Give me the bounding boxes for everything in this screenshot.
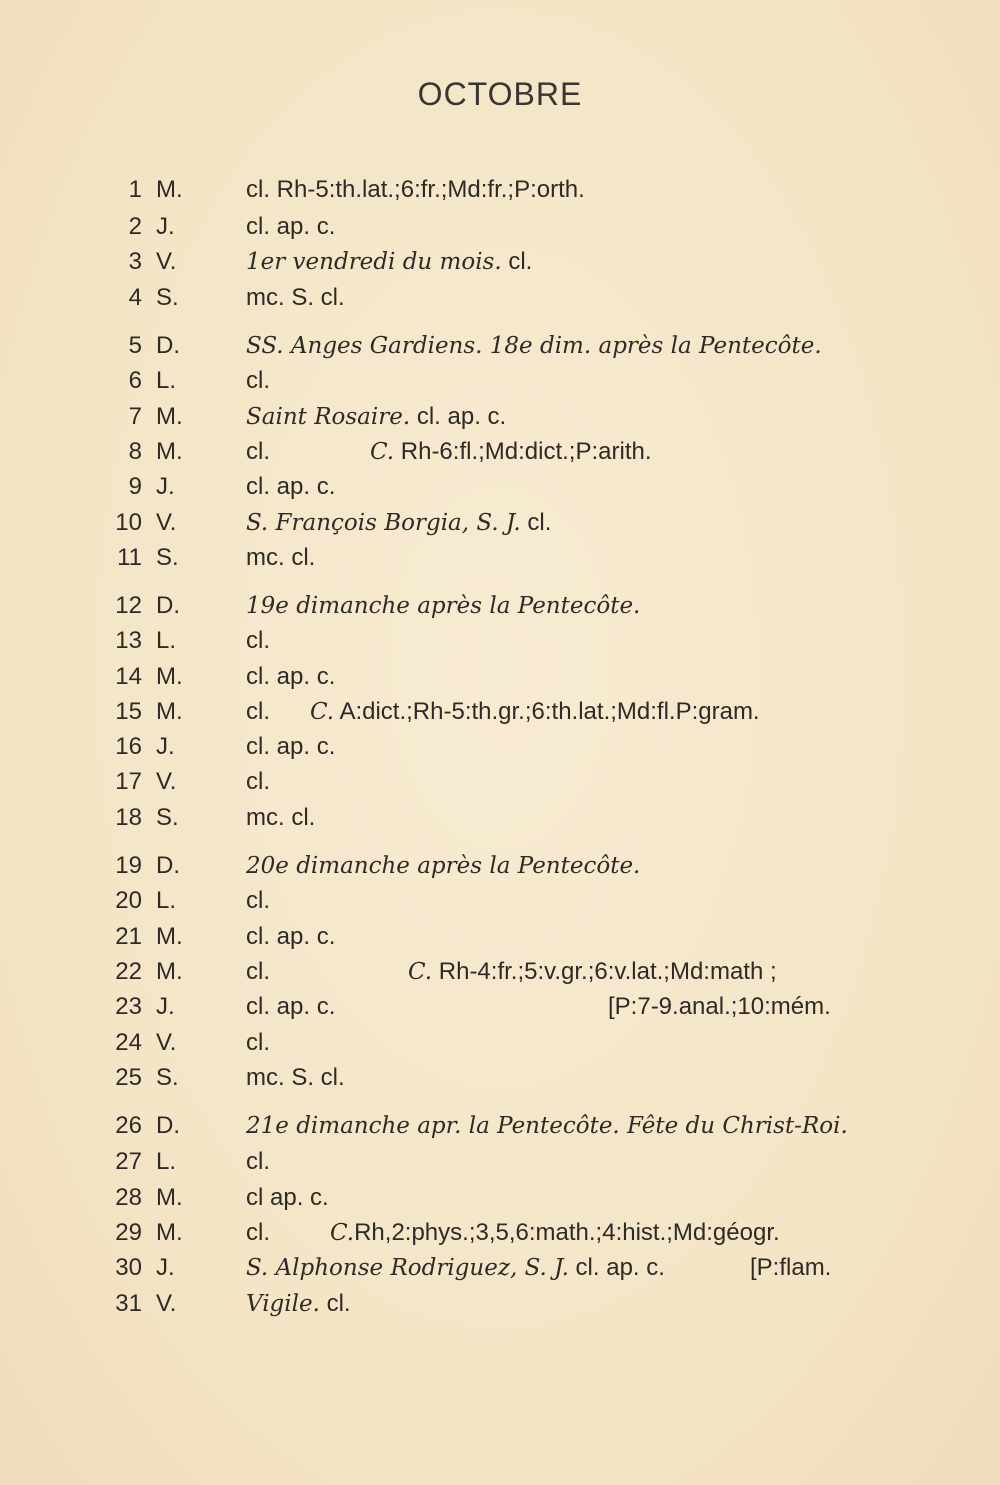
day-number: 13 (115, 627, 142, 654)
entry-main: cl. ap. c. (246, 923, 336, 950)
calendar-row (0, 1026, 1000, 1060)
weekday-letter: L. (156, 887, 177, 914)
entry-suffix: cl. (501, 248, 533, 275)
calendar-row (0, 730, 1000, 764)
day-number: 17 (115, 768, 142, 795)
weekday-letter: J. (156, 473, 175, 500)
weekday-letter: J. (156, 993, 175, 1020)
calendar-row (0, 695, 1000, 729)
day-number: 22 (115, 958, 142, 985)
weekday-letter: M. (156, 663, 183, 690)
entry-text (246, 849, 640, 883)
calendar-row (0, 955, 1000, 989)
day-number: 20 (115, 887, 142, 914)
calendar-row (0, 589, 1000, 623)
calendar-row (0, 329, 1000, 363)
entry-suffix: cl. ap. c. (568, 1254, 665, 1281)
feast-italic: Saint Rosaire. (246, 404, 411, 430)
feast-italic: Vigile. (246, 1291, 320, 1317)
weekday-letter: J. (156, 1254, 175, 1281)
entry-text (246, 765, 270, 799)
feast-italic: 19e dimanche après la Pentecôte. (246, 593, 641, 619)
entry-text (246, 506, 551, 540)
calendar-row (0, 990, 1000, 1024)
weekday-letter: S. (156, 544, 179, 571)
day-number: 29 (115, 1219, 142, 1246)
entry-suffix: cl. (520, 509, 552, 536)
entry-text (246, 210, 335, 244)
composition-detail: Rh-6:fl.;Md:dict.;P:arith. (394, 438, 652, 465)
day-number: 16 (115, 733, 142, 760)
calendar-row (0, 884, 1000, 918)
day-number: 4 (128, 284, 142, 311)
weekday-letter: V. (156, 509, 177, 536)
weekday-letter: M. (156, 438, 183, 465)
feast-italic: 21e dimanche apr. la Pentecôte. Fête du Christ-Roi. (246, 1113, 848, 1139)
entry-text (246, 920, 335, 954)
entry-text (246, 884, 270, 918)
feast-italic: 20e dimanche après la Pentecôte. (246, 853, 641, 879)
day-number: 15 (115, 698, 142, 725)
composition-marker: C. (330, 1220, 355, 1246)
weekday-letter: M. (156, 923, 183, 950)
calendar-row (0, 1109, 1000, 1143)
entry-suffix: cl. ap. c. (410, 403, 507, 430)
weekday-letter: V. (156, 248, 177, 275)
entry-text (246, 955, 270, 989)
composition-continuation: [P:flam. (750, 1254, 832, 1281)
calendar-row (0, 1061, 1000, 1095)
weekday-letter: J. (156, 733, 175, 760)
composition-detail: Rh-4:fr.;5:v.gr.;6:v.lat.;Md:math ; (432, 958, 777, 985)
day-number: 31 (115, 1290, 142, 1317)
entry-main: cl ap. c. (246, 1184, 329, 1211)
calendar-row (0, 1145, 1000, 1179)
entry-text (246, 624, 270, 658)
entry-text (246, 730, 335, 764)
weekday-letter: D. (156, 592, 180, 619)
weekday-letter: M. (156, 1219, 183, 1246)
entry-text (246, 1109, 848, 1143)
calendar-row (0, 920, 1000, 954)
entry-main: cl. ap. c. (246, 663, 336, 690)
feast-italic: S. François Borgia, S. J. (246, 510, 521, 536)
day-number: 23 (115, 993, 142, 1020)
composition-entry (370, 435, 652, 469)
entry-text (246, 660, 335, 694)
weekday-letter: V. (156, 1029, 177, 1056)
entry-main: cl. ap. c. (246, 473, 336, 500)
entry-main: cl. (246, 698, 270, 725)
weekday-letter: V. (156, 1290, 177, 1317)
composition-marker: C. (408, 959, 433, 985)
day-number: 14 (115, 663, 142, 690)
weekday-letter: V. (156, 768, 177, 795)
calendar-row (0, 624, 1000, 658)
composition-detail: Rh,2:phys.;3,5,6:math.;4:hist.;Md:géogr. (354, 1219, 780, 1246)
entry-text (246, 329, 822, 363)
composition-continuation: [P:7-9.anal.;10:mém. (608, 993, 831, 1020)
day-number: 11 (117, 544, 142, 571)
entry-main: mc. cl. (246, 804, 316, 831)
entry-text (246, 695, 270, 729)
day-number: 8 (128, 438, 142, 465)
entry-main: mc. S. cl. (246, 284, 345, 311)
weekday-letter: D. (156, 852, 180, 879)
weekday-letter: M. (156, 1184, 183, 1211)
page-title: OCTOBRE (417, 76, 583, 112)
entry-main: cl. ap. c. (246, 213, 336, 240)
entry-text (246, 470, 335, 504)
weekday-letter: L. (156, 367, 177, 394)
calendar-row (0, 364, 1000, 398)
calendar-row (0, 281, 1000, 315)
weekday-letter: J. (156, 213, 175, 240)
entry-main: cl. (246, 1219, 270, 1246)
entry-text (246, 400, 506, 434)
day-number: 25 (115, 1064, 142, 1091)
weekday-letter: M. (156, 698, 183, 725)
entry-text (246, 1145, 270, 1179)
feast-italic: 1er vendredi du mois. (246, 249, 502, 275)
day-number: 28 (115, 1184, 142, 1211)
calendar-row (0, 245, 1000, 279)
entry-text (246, 801, 315, 835)
calendar-row (0, 849, 1000, 883)
day-number: 18 (115, 804, 142, 831)
weekday-letter: S. (156, 1064, 179, 1091)
entry-suffix: cl. (319, 1290, 351, 1317)
entry-main: cl. ap. c. (246, 993, 336, 1020)
day-number: 30 (115, 1254, 142, 1281)
entry-text (246, 1251, 665, 1285)
entry-text (246, 1026, 270, 1060)
weekday-letter: D. (156, 332, 180, 359)
day-number: 10 (115, 509, 142, 536)
calendar-row (0, 1181, 1000, 1215)
calendar-row (0, 660, 1000, 694)
day-number: 21 (115, 923, 142, 950)
weekday-letter: L. (156, 1148, 177, 1175)
day-number: 5 (128, 332, 142, 359)
composition-entry (408, 955, 777, 989)
calendar-row (0, 506, 1000, 540)
entry-text (246, 1287, 351, 1321)
entry-text (246, 1216, 270, 1250)
day-number: 24 (115, 1029, 142, 1056)
composition-detail: A:dict.;Rh-5:th.gr.;6:th.lat.;Md:fl.P:gram. (334, 698, 760, 725)
entry-main: cl. (246, 438, 270, 465)
weekday-letter: L. (156, 627, 177, 654)
calendar-row (0, 435, 1000, 469)
calendar-row (0, 801, 1000, 835)
calendar-row (0, 400, 1000, 434)
entry-main: cl. (246, 768, 270, 795)
calendar-row (0, 1251, 1000, 1285)
composition-entry (310, 695, 760, 729)
day-number: 7 (128, 403, 142, 430)
day-number: 27 (115, 1148, 142, 1175)
calendar-row (0, 173, 1000, 207)
entry-text (246, 173, 585, 207)
entry-main: cl. (246, 367, 270, 394)
entry-text (246, 589, 640, 623)
feast-italic: S. Alphonse Rodriguez, S. J. (246, 1255, 569, 1281)
entry-main: mc. S. cl. (246, 1064, 345, 1091)
day-number: 1 (128, 176, 142, 203)
entry-text (246, 990, 335, 1024)
weekday-letter: S. (156, 284, 179, 311)
entry-main: cl. ap. c. (246, 733, 336, 760)
calendar-row (0, 210, 1000, 244)
composition-entry (330, 1216, 780, 1250)
entry-main: cl. Rh-5:th.lat.;6:fr.;Md:fr.;P:orth. (246, 176, 585, 203)
entry-main: cl. (246, 627, 270, 654)
calendar-row (0, 1216, 1000, 1250)
entry-text (246, 1181, 329, 1215)
calendar-row (0, 765, 1000, 799)
entry-main: cl. (246, 1148, 270, 1175)
weekday-letter: M. (156, 958, 183, 985)
weekday-letter: D. (156, 1112, 180, 1139)
feast-italic: SS. Anges Gardiens. 18e dim. après la Pentecôte. (246, 333, 822, 359)
composition-marker: C. (310, 699, 335, 725)
entry-main: cl. (246, 887, 270, 914)
calendar-row (0, 541, 1000, 575)
day-number: 2 (128, 213, 142, 240)
calendar-row (0, 1287, 1000, 1321)
entry-text (246, 1061, 345, 1095)
weekday-letter: S. (156, 804, 179, 831)
entry-main: mc. cl. (246, 544, 316, 571)
day-number: 26 (115, 1112, 142, 1139)
weekday-letter: M. (156, 403, 183, 430)
entry-main: cl. (246, 958, 270, 985)
day-number: 19 (115, 852, 142, 879)
day-number: 9 (128, 473, 142, 500)
day-number: 6 (128, 367, 142, 394)
composition-marker: C. (370, 439, 395, 465)
day-number: 12 (115, 592, 142, 619)
entry-text (246, 435, 270, 469)
entry-text (246, 281, 345, 315)
calendar-row (0, 470, 1000, 504)
entry-text (246, 245, 532, 279)
entry-main: cl. (246, 1029, 270, 1056)
weekday-letter: M. (156, 176, 183, 203)
entry-text (246, 541, 315, 575)
entry-text (246, 364, 270, 398)
day-number: 3 (128, 248, 142, 275)
